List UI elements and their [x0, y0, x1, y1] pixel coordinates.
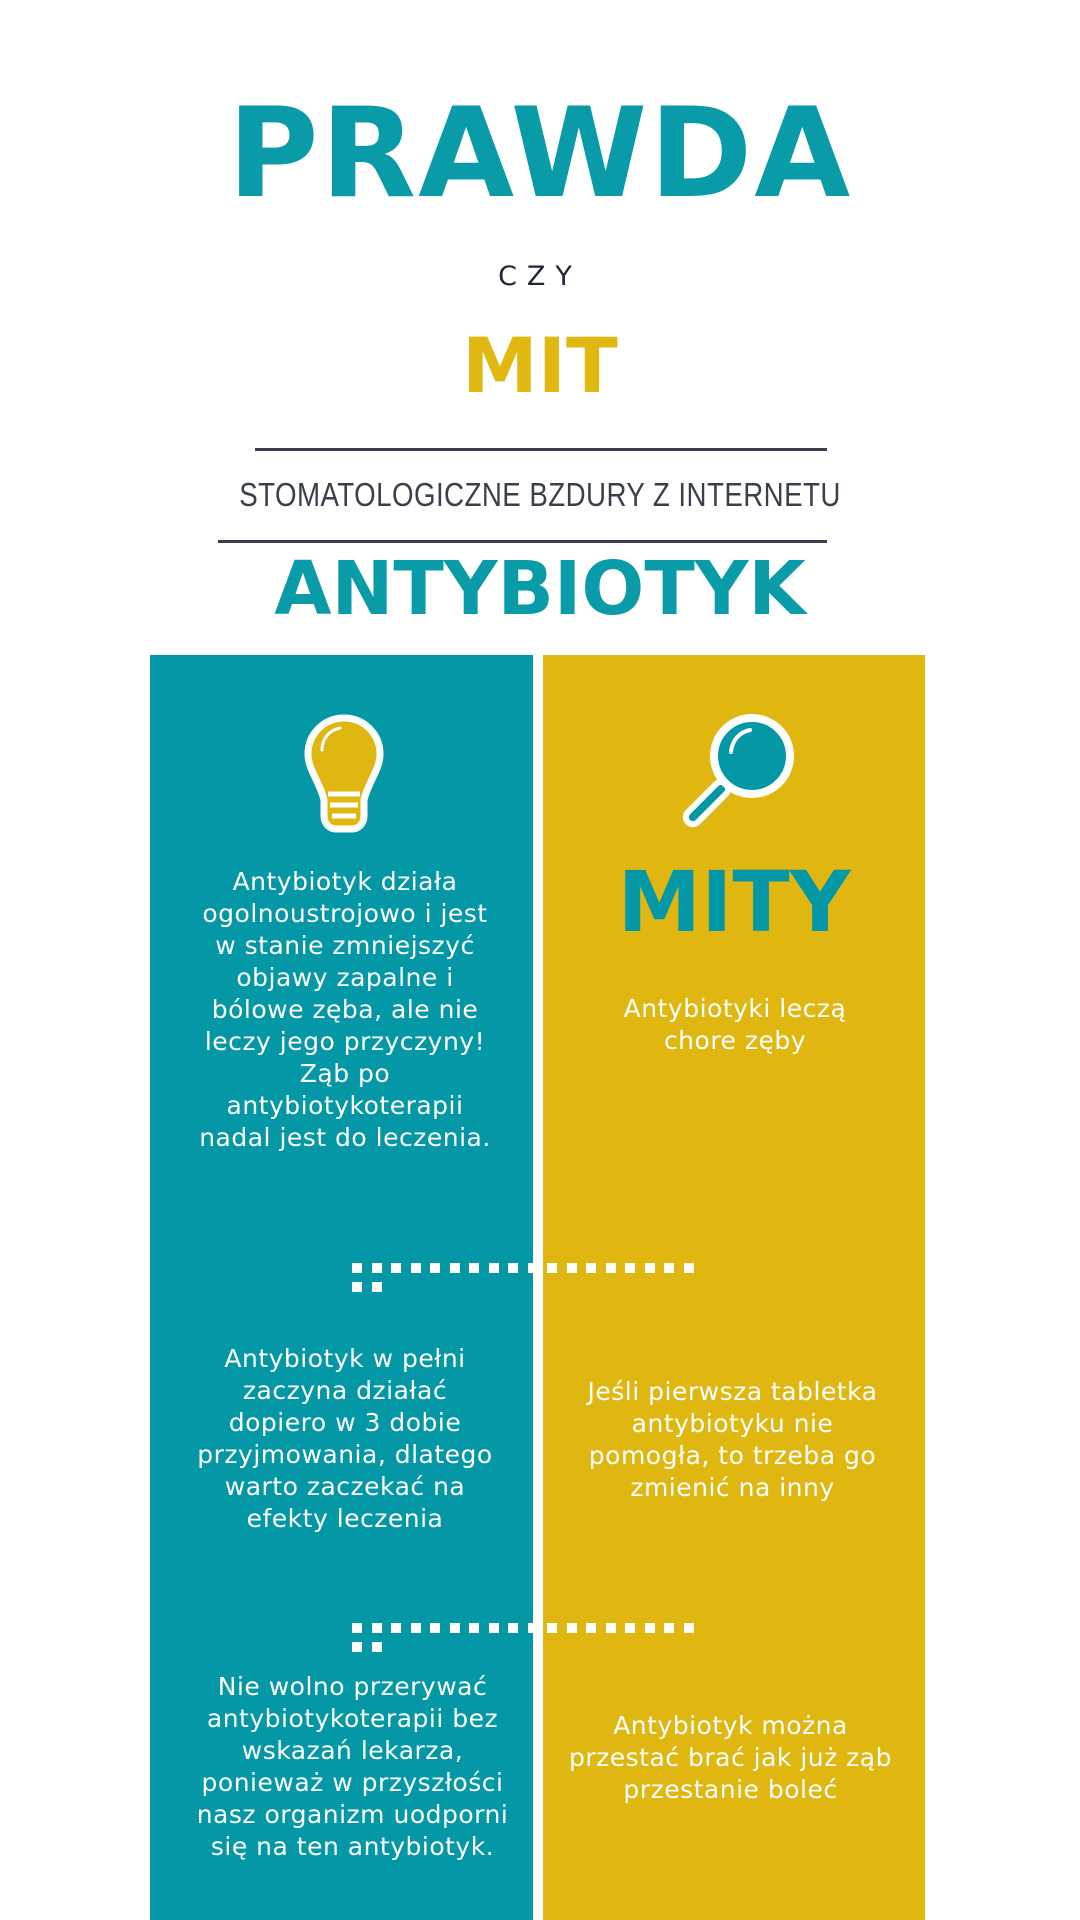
myth-text-3: Antybiotyk można przestać brać jak już ząb przestanie boleć	[568, 1711, 892, 1804]
divider-top	[255, 448, 827, 451]
dotted-separator	[352, 1258, 722, 1268]
myth-text-1: Antybiotyki leczą chore zęby	[623, 994, 847, 1055]
myth-text-2: Jeśli pierwsza tabletka antybiotyku nie pomogła, to trzeba go zmienić na inny	[587, 1377, 878, 1502]
myths-heading: MITY	[617, 853, 851, 951]
connector-text: CZY	[498, 261, 582, 292]
truth-text-3: Nie wolno przerywać antybiotykoterapii bez wskazań lekarza, ponieważ w przyszłości nasz organizm uodporni się na ten antybiotyk.	[196, 1672, 509, 1861]
divider-bottom	[218, 540, 827, 543]
truth-text-2: Antybiotyk w pełni zaczyna działać dopiero w 3 dobie przyjmowania, dlatego warto zaczekać na efekty leczenia	[197, 1344, 493, 1533]
dotted-separator	[352, 1618, 722, 1628]
topic-heading: ANTYBIOTYK	[274, 546, 806, 632]
magnifier-icon	[676, 710, 798, 832]
truth-text-1: Antybiotyk działa ogolnoustrojowo i jest w stanie zmniejszyć objawy zapalne i bólowe zęba, ale nie leczy jego przyczyny! Ząb po antybiotykoterapii nadal jest do leczenia.	[199, 867, 491, 1152]
page-title: PRAWDA	[227, 82, 853, 226]
secondary-title: MIT	[462, 321, 618, 410]
lightbulb-icon	[300, 712, 388, 834]
subtitle: STOMATOLOGICZNE BZDURY Z INTERNETU	[239, 476, 841, 513]
